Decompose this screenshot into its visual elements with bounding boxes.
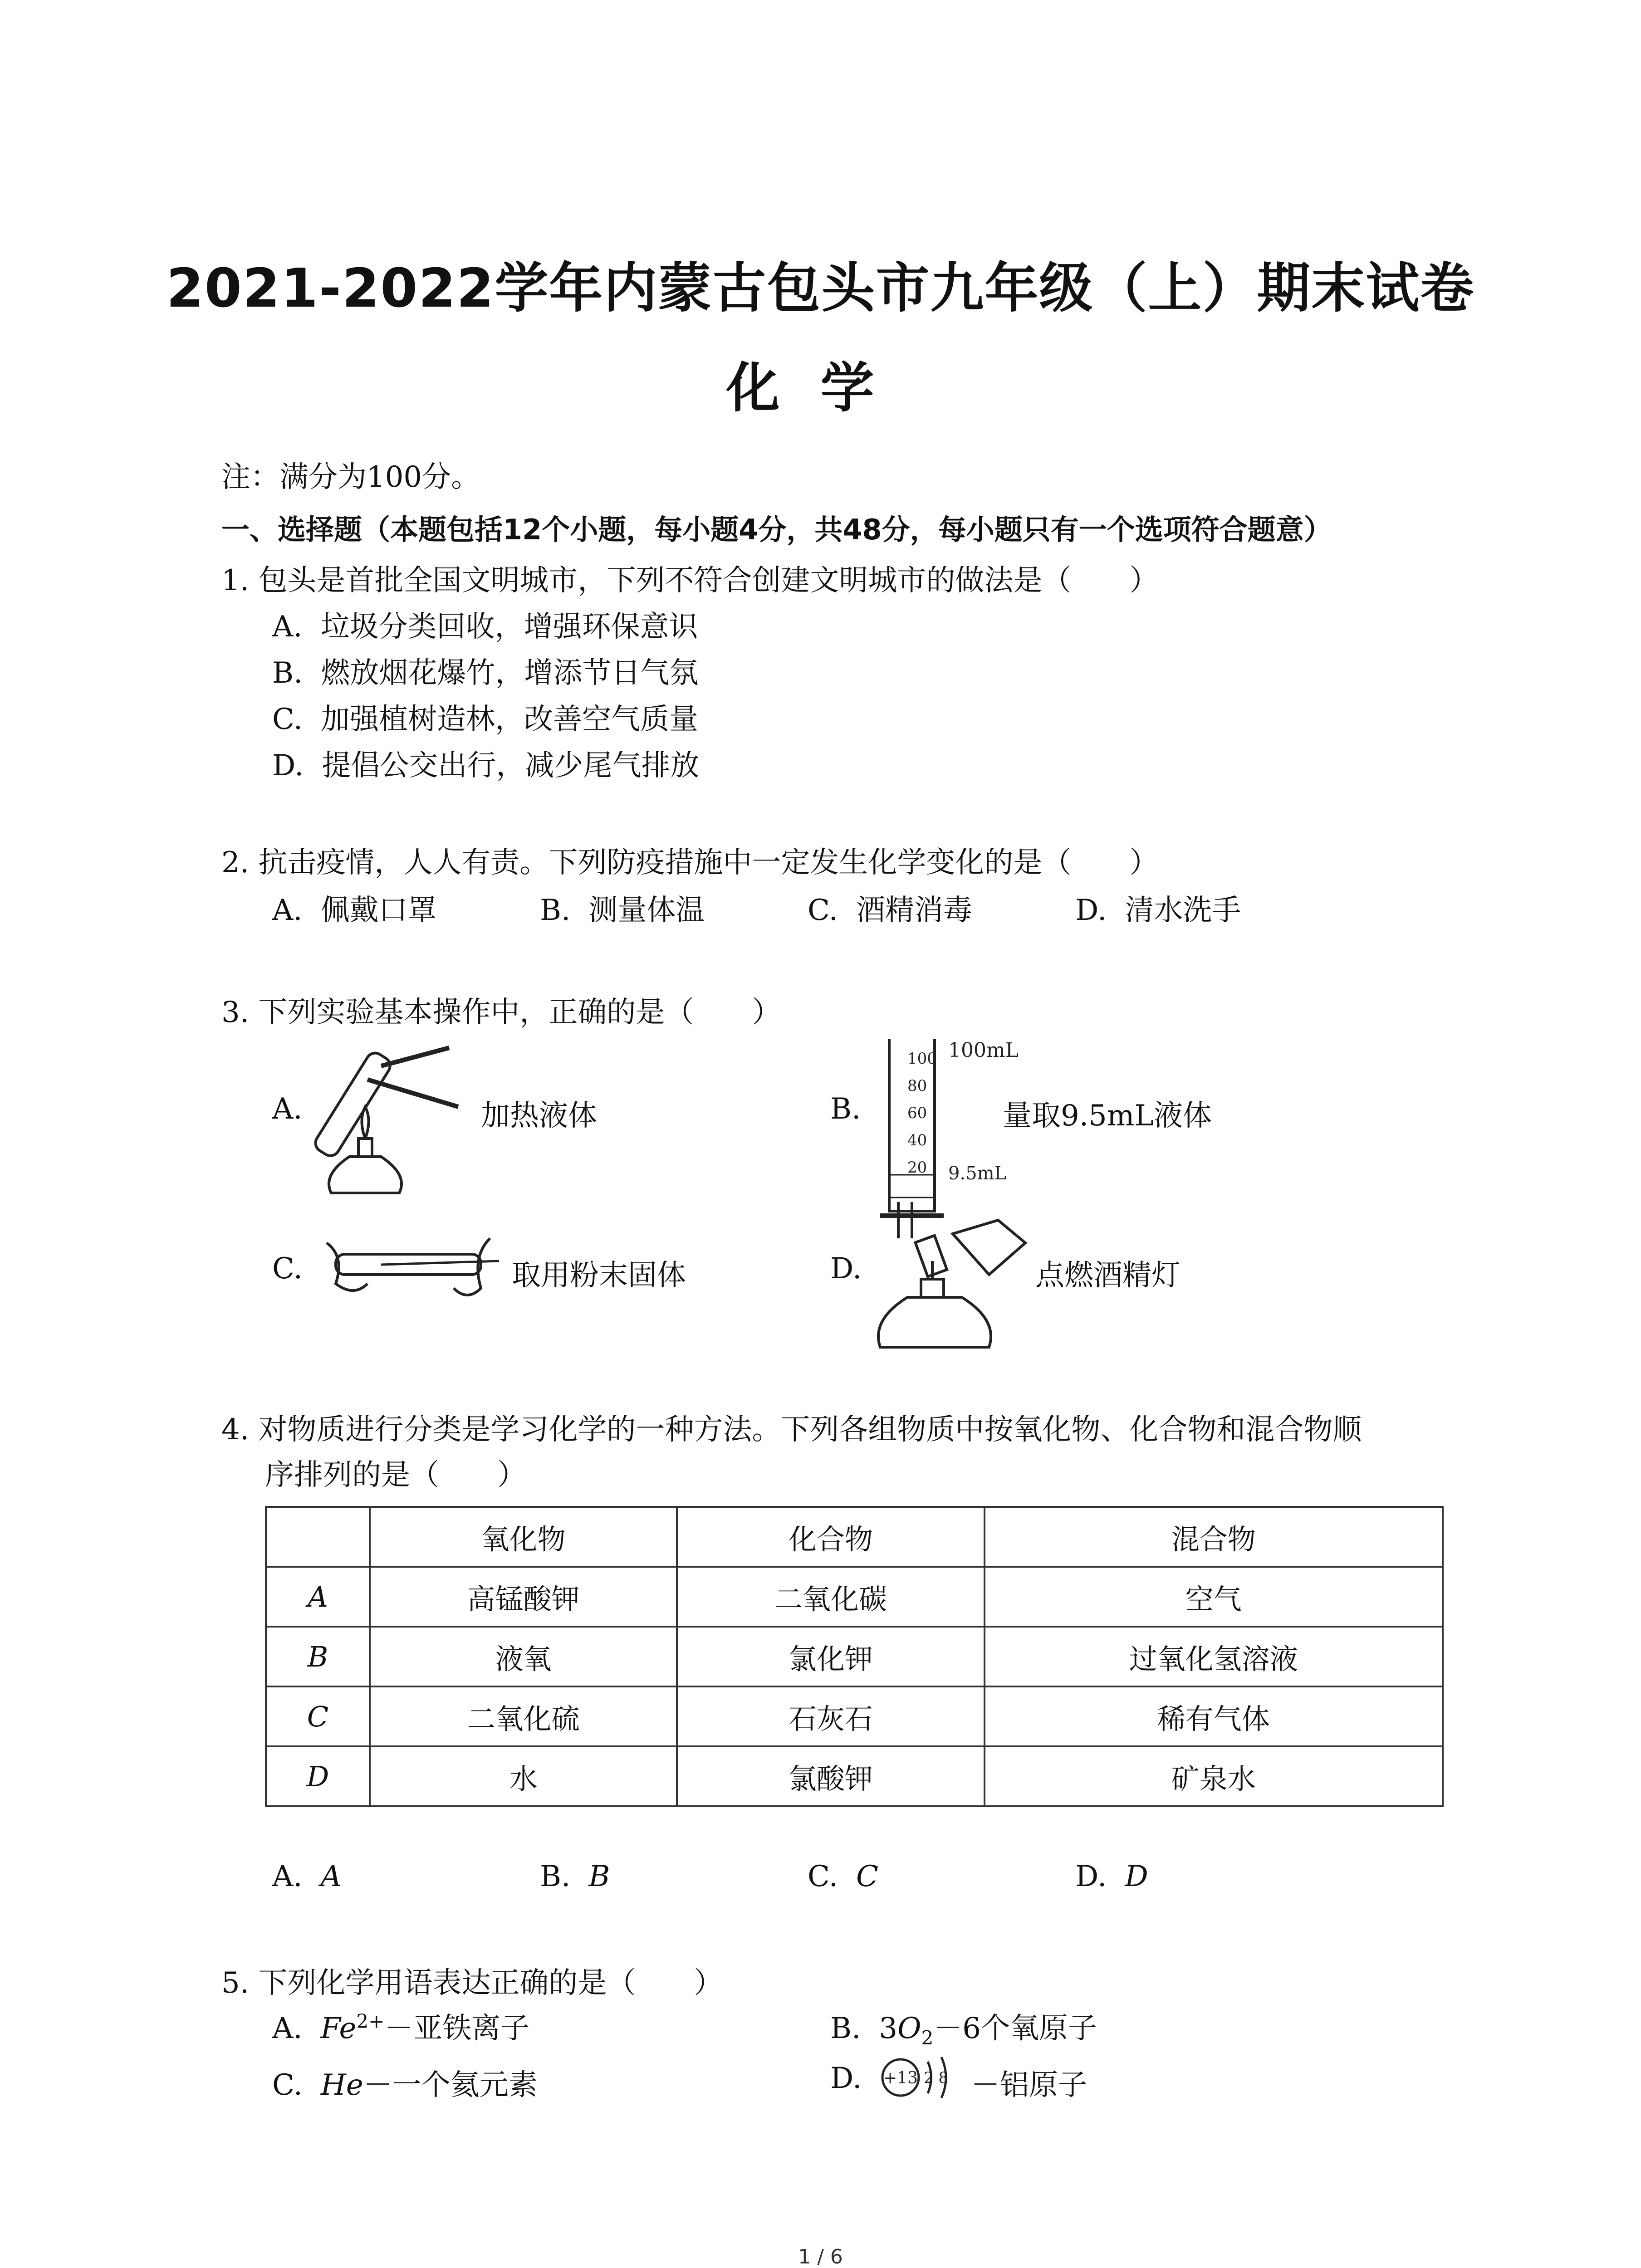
charge: 2+ — [356, 2010, 385, 2033]
heating-liquid-figure — [313, 1030, 485, 1202]
nucleus-charge: +13 — [883, 2069, 918, 2087]
question-4-stem-line1: 4. 对物质进行分类是学习化学的一种方法。下列各组物质中按氧化物、化合物和混合物顺 — [221, 1413, 1362, 1447]
option-key: B. — [272, 656, 303, 690]
option-text: －6个氧原子 — [933, 2012, 1097, 2045]
option-text: 垃圾分类回收，增强环保意识 — [320, 610, 698, 644]
table-cell: 空气 — [985, 1567, 1443, 1627]
page-number: 1 / 6 — [798, 2245, 843, 2268]
table-header-cell: 化合物 — [677, 1507, 984, 1567]
q2-option-a — [272, 887, 437, 929]
option-key: D. — [272, 749, 304, 782]
table-row — [266, 1746, 1443, 1806]
q5-option-c — [272, 2062, 538, 2103]
table-header-cell: 氧化物 — [370, 1507, 677, 1567]
table-cell: 氯酸钾 — [677, 1746, 984, 1806]
electron-shells: 2 8 — [923, 2069, 949, 2087]
option-text: 佩戴口罩 — [320, 894, 437, 927]
option-text: A — [320, 1860, 342, 1893]
q5-option-d-text: －铝原子 — [971, 2068, 1087, 2102]
table-cell: 液氧 — [370, 1627, 677, 1686]
table-row — [266, 1567, 1443, 1627]
table-cell: 水 — [370, 1746, 677, 1806]
q3-option-d-key: D. — [830, 1252, 862, 1286]
q2-option-b — [540, 887, 705, 929]
q1-option-b — [272, 650, 698, 691]
q2-option-c — [808, 887, 972, 929]
option-key: B. — [540, 1860, 571, 1893]
q1-option-c — [272, 696, 698, 738]
table-header-cell — [266, 1507, 370, 1567]
option-text: 燃放烟花爆竹，增添节日气氛 — [321, 656, 699, 690]
question-3-stem: 3. 下列实验基本操作中，正确的是（ ） — [221, 996, 781, 1029]
question-4-stem-line2: 序排列的是（ ） — [265, 1458, 526, 1492]
cylinder-tick-40: 40 — [907, 1131, 927, 1149]
option-key: C. — [808, 894, 838, 927]
q5-option-d-key: D. — [830, 2062, 862, 2095]
option-text: 加强植树造林，改善空气质量 — [321, 703, 699, 736]
option-text: 测量体温 — [588, 894, 705, 927]
q3-option-b-key: B. — [830, 1092, 861, 1126]
q3-option-d-text: 点燃酒精灯 — [1035, 1259, 1181, 1292]
q3-option-b-text: 量取9.5mL液体 — [1003, 1099, 1212, 1133]
option-text: D — [1125, 1860, 1148, 1893]
formula: O — [897, 2012, 921, 2045]
formula: Fe — [320, 2012, 357, 2045]
q4-option-a — [272, 1860, 342, 1893]
table-row — [266, 1627, 1443, 1686]
option-key: A. — [272, 894, 303, 927]
table-header-cell: 混合物 — [985, 1507, 1443, 1567]
section-heading: 一、选择题（本题包括12个小题，每小题4分，共48分，每小题只有一个选项符合题意） — [221, 513, 1332, 546]
q3-option-c-key: C. — [272, 1252, 303, 1286]
q4-option-d — [1075, 1860, 1148, 1893]
option-key: C. — [272, 703, 303, 736]
cylinder-tick-20: 20 — [907, 1158, 927, 1177]
option-text: 酒精消毒 — [856, 894, 973, 927]
atom-structure-figure — [878, 2050, 969, 2105]
table-cell: B — [266, 1627, 370, 1686]
q3-option-c-text: 取用粉末固体 — [512, 1259, 686, 1292]
q5-option-a — [272, 2005, 529, 2047]
option-key: A. — [272, 610, 303, 644]
option-key: B. — [540, 894, 571, 927]
cylinder-tick-60: 60 — [907, 1104, 927, 1122]
option-text: 清水洗手 — [1125, 894, 1241, 927]
table-cell: 稀有气体 — [985, 1686, 1443, 1746]
subject-title: 化学 — [726, 357, 915, 419]
option-key: D. — [1075, 894, 1107, 927]
option-text: C — [856, 1860, 878, 1893]
q5-option-b — [830, 2005, 1097, 2049]
subscript: 2 — [921, 2026, 934, 2049]
coefficient: 3 — [879, 2012, 898, 2045]
q1-option-d — [272, 742, 699, 784]
option-key: C. — [808, 1860, 838, 1893]
option-key: D. — [1075, 1860, 1107, 1893]
table-cell: 过氧化氢溶液 — [985, 1627, 1443, 1686]
alcohol-lamp-figure — [871, 1193, 1043, 1356]
cylinder-volume-label: 100mL — [948, 1039, 1019, 1062]
score-note: 注：满分为100分。 — [221, 460, 480, 494]
table-cell: D — [266, 1746, 370, 1806]
option-key: B. — [830, 2012, 861, 2045]
classification-table — [265, 1506, 1444, 1807]
option-key: A. — [272, 2012, 303, 2045]
exam-title: 2021-2022学年内蒙古包头市九年级（上）期末试卷 — [166, 257, 1475, 319]
table-cell: 矿泉水 — [985, 1746, 1443, 1806]
q3-option-a-text: 加热液体 — [481, 1099, 597, 1133]
table-cell: 石灰石 — [677, 1686, 984, 1746]
table-cell: C — [266, 1686, 370, 1746]
option-text: 提倡公交出行，减少尾气排放 — [322, 749, 700, 782]
q4-option-c — [808, 1860, 878, 1893]
table-cell: A — [266, 1567, 370, 1627]
question-5-stem: 5. 下列化学用语表达正确的是（ ） — [221, 1966, 723, 2000]
q3-option-a-key: A. — [272, 1092, 303, 1126]
table-row — [266, 1686, 1443, 1746]
cylinder-reading-label: 9.5mL — [948, 1163, 1007, 1184]
option-text: B — [588, 1860, 610, 1893]
table-header-row — [266, 1507, 1443, 1567]
table-cell: 二氧化硫 — [370, 1686, 677, 1746]
question-2-stem: 2. 抗击疫情，人人有责。下列防疫措施中一定发生化学变化的是（ ） — [221, 846, 1159, 880]
table-cell: 二氧化碳 — [677, 1567, 984, 1627]
q4-option-b — [540, 1860, 610, 1893]
option-text: －一个氦元素 — [363, 2068, 538, 2102]
q1-option-a — [272, 603, 698, 645]
q2-option-d — [1075, 887, 1241, 929]
table-cell: 氯化钾 — [677, 1627, 984, 1686]
cylinder-tick-80: 80 — [907, 1077, 927, 1095]
table-cell: 高锰酸钾 — [370, 1567, 677, 1627]
powder-solid-figure — [318, 1225, 508, 1306]
option-key: C. — [272, 2068, 303, 2102]
formula: He — [321, 2068, 363, 2102]
question-1-stem: 1. 包头是首批全国文明城市，下列不符合创建文明城市的做法是（ ） — [221, 564, 1159, 597]
option-key: A. — [272, 1860, 303, 1893]
option-text: －亚铁离子 — [384, 2012, 530, 2045]
cylinder-tick-100: 100 — [907, 1050, 937, 1068]
